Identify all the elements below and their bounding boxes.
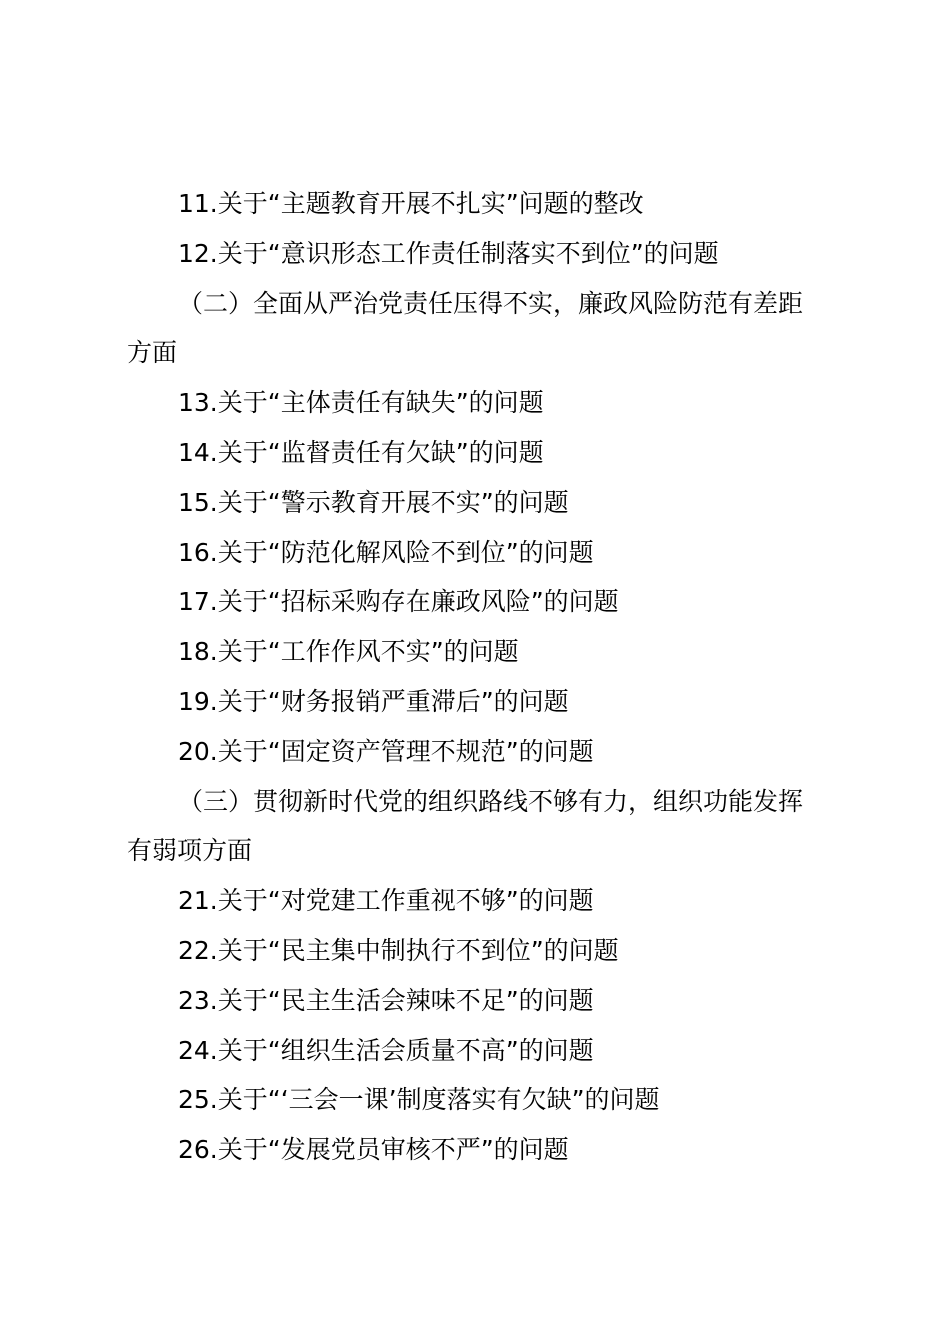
item-19: 19.关于“财务报销严重滞后”的问题 (178, 686, 569, 716)
item-12: 12.关于“意识形态工作责任制落实不到位”的问题 (178, 238, 719, 268)
item-24: 24.关于“组织生活会质量不高”的问题 (178, 1035, 594, 1065)
item-16: 16.关于“防范化解风险不到位”的问题 (178, 537, 594, 567)
section-heading-2-continuation: 方面 (127, 338, 178, 368)
section-heading-3: （三）贯彻新时代党的组织路线不够有力，组织功能发挥 (178, 786, 804, 816)
item-23: 23.关于“民主生活会辣味不足”的问题 (178, 985, 594, 1015)
item-15: 15.关于“警示教育开展不实”的问题 (178, 487, 569, 517)
item-13: 13.关于“主体责任有缺失”的问题 (178, 388, 544, 418)
section-heading-2: （二）全面从严治党责任压得不实，廉政风险防范有差距 (178, 288, 804, 318)
item-14: 14.关于“监督责任有欠缺”的问题 (178, 437, 544, 467)
item-11: 11.关于“主题教育开展不扎实”问题的整改 (178, 189, 644, 218)
item-18: 18.关于“工作作风不实”的问题 (178, 637, 519, 667)
item-22: 22.关于“民主集中制执行不到位”的问题 (178, 935, 619, 965)
item-21: 21.关于“对党建工作重视不够”的问题 (178, 886, 594, 916)
section-heading-3-continuation: 有弱项方面 (127, 836, 253, 866)
document-body (127, 179, 837, 1175)
item-26: 26.关于“发展党员审核不严”的问题 (178, 1135, 569, 1165)
item-20: 20.关于“固定资产管理不规范”的问题 (178, 736, 594, 766)
item-25: 25.关于“‘三会一课’制度落实有欠缺”的问题 (178, 1085, 660, 1115)
item-17: 17.关于“招标采购存在廉政风险”的问题 (178, 587, 619, 617)
